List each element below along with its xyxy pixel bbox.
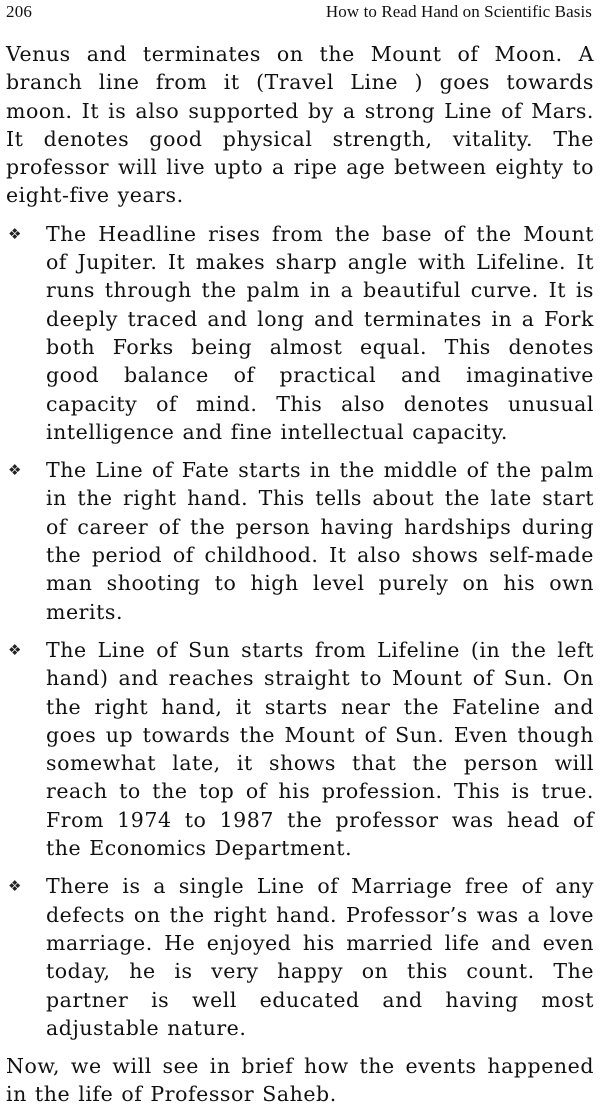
bullet-text: The Line of Fate starts in the middle of the palm in the right hand. This tells about the late start of career of the person having hardships during the period of childhood. It also shows self-made man shooting to high level purely on his own merits. [46,458,594,624]
bullet-item-line-of-sun [6,636,594,862]
bullet-item-headline [6,220,594,446]
diamond-bullet-icon: ❖ [8,224,22,243]
page-body [6,40,594,1109]
opening-paragraph: Venus and terminates on the Mount of Moon. A branch line from it (Travel Line ) goes towards moon. It is also supported by a strong Line of Mars. It denotes good physical strength, vitality. The professor will live upto a ripe age between eighty to eight-five years. [6,42,594,208]
page-number: 206 [6,2,33,21]
running-head [6,0,594,32]
diamond-bullet-icon: ❖ [8,461,22,480]
closing-paragraph: Now, we will see in brief how the events happened in the life of Professor Saheb. [6,1054,594,1107]
bullet-item-line-of-marriage [6,872,594,1042]
bullet-item-line-of-fate [6,456,594,626]
bullet-text: There is a single Line of Marriage free of any defects on the right hand. Professor’s was a love marriage. He enjoyed his married life and even today, he is very happy on this count. The partner is well educated and having most adjustable nature. [46,874,594,1040]
bullet-text: The Headline rises from the base of the Mount of Jupiter. It makes sharp angle with Lifeline. It runs through the palm in a beautiful curve. It is deeply traced and long and terminates in a Fork both Forks being almost equal. This denotes good balance of practical and imaginative capacity of mind. This also denotes unusual intelligence and fine intellectual capacity. [46,221,594,444]
diamond-bullet-icon: ❖ [8,877,22,896]
diamond-bullet-icon: ❖ [8,640,22,659]
bullet-text: The Line of Sun starts from Lifeline (in the left hand) and reaches straight to Mount of Sun. On the right hand, it starts near the Fateline and goes up towards the Mount of Sun. Even though somewhat late, it shows that the person will reach to the top of his profession. This is true. From 1974 to 1987 the professor was head of the Economics Department. [46,637,594,861]
book-title: How to Read Hand on Scientific Basis [325,2,592,21]
